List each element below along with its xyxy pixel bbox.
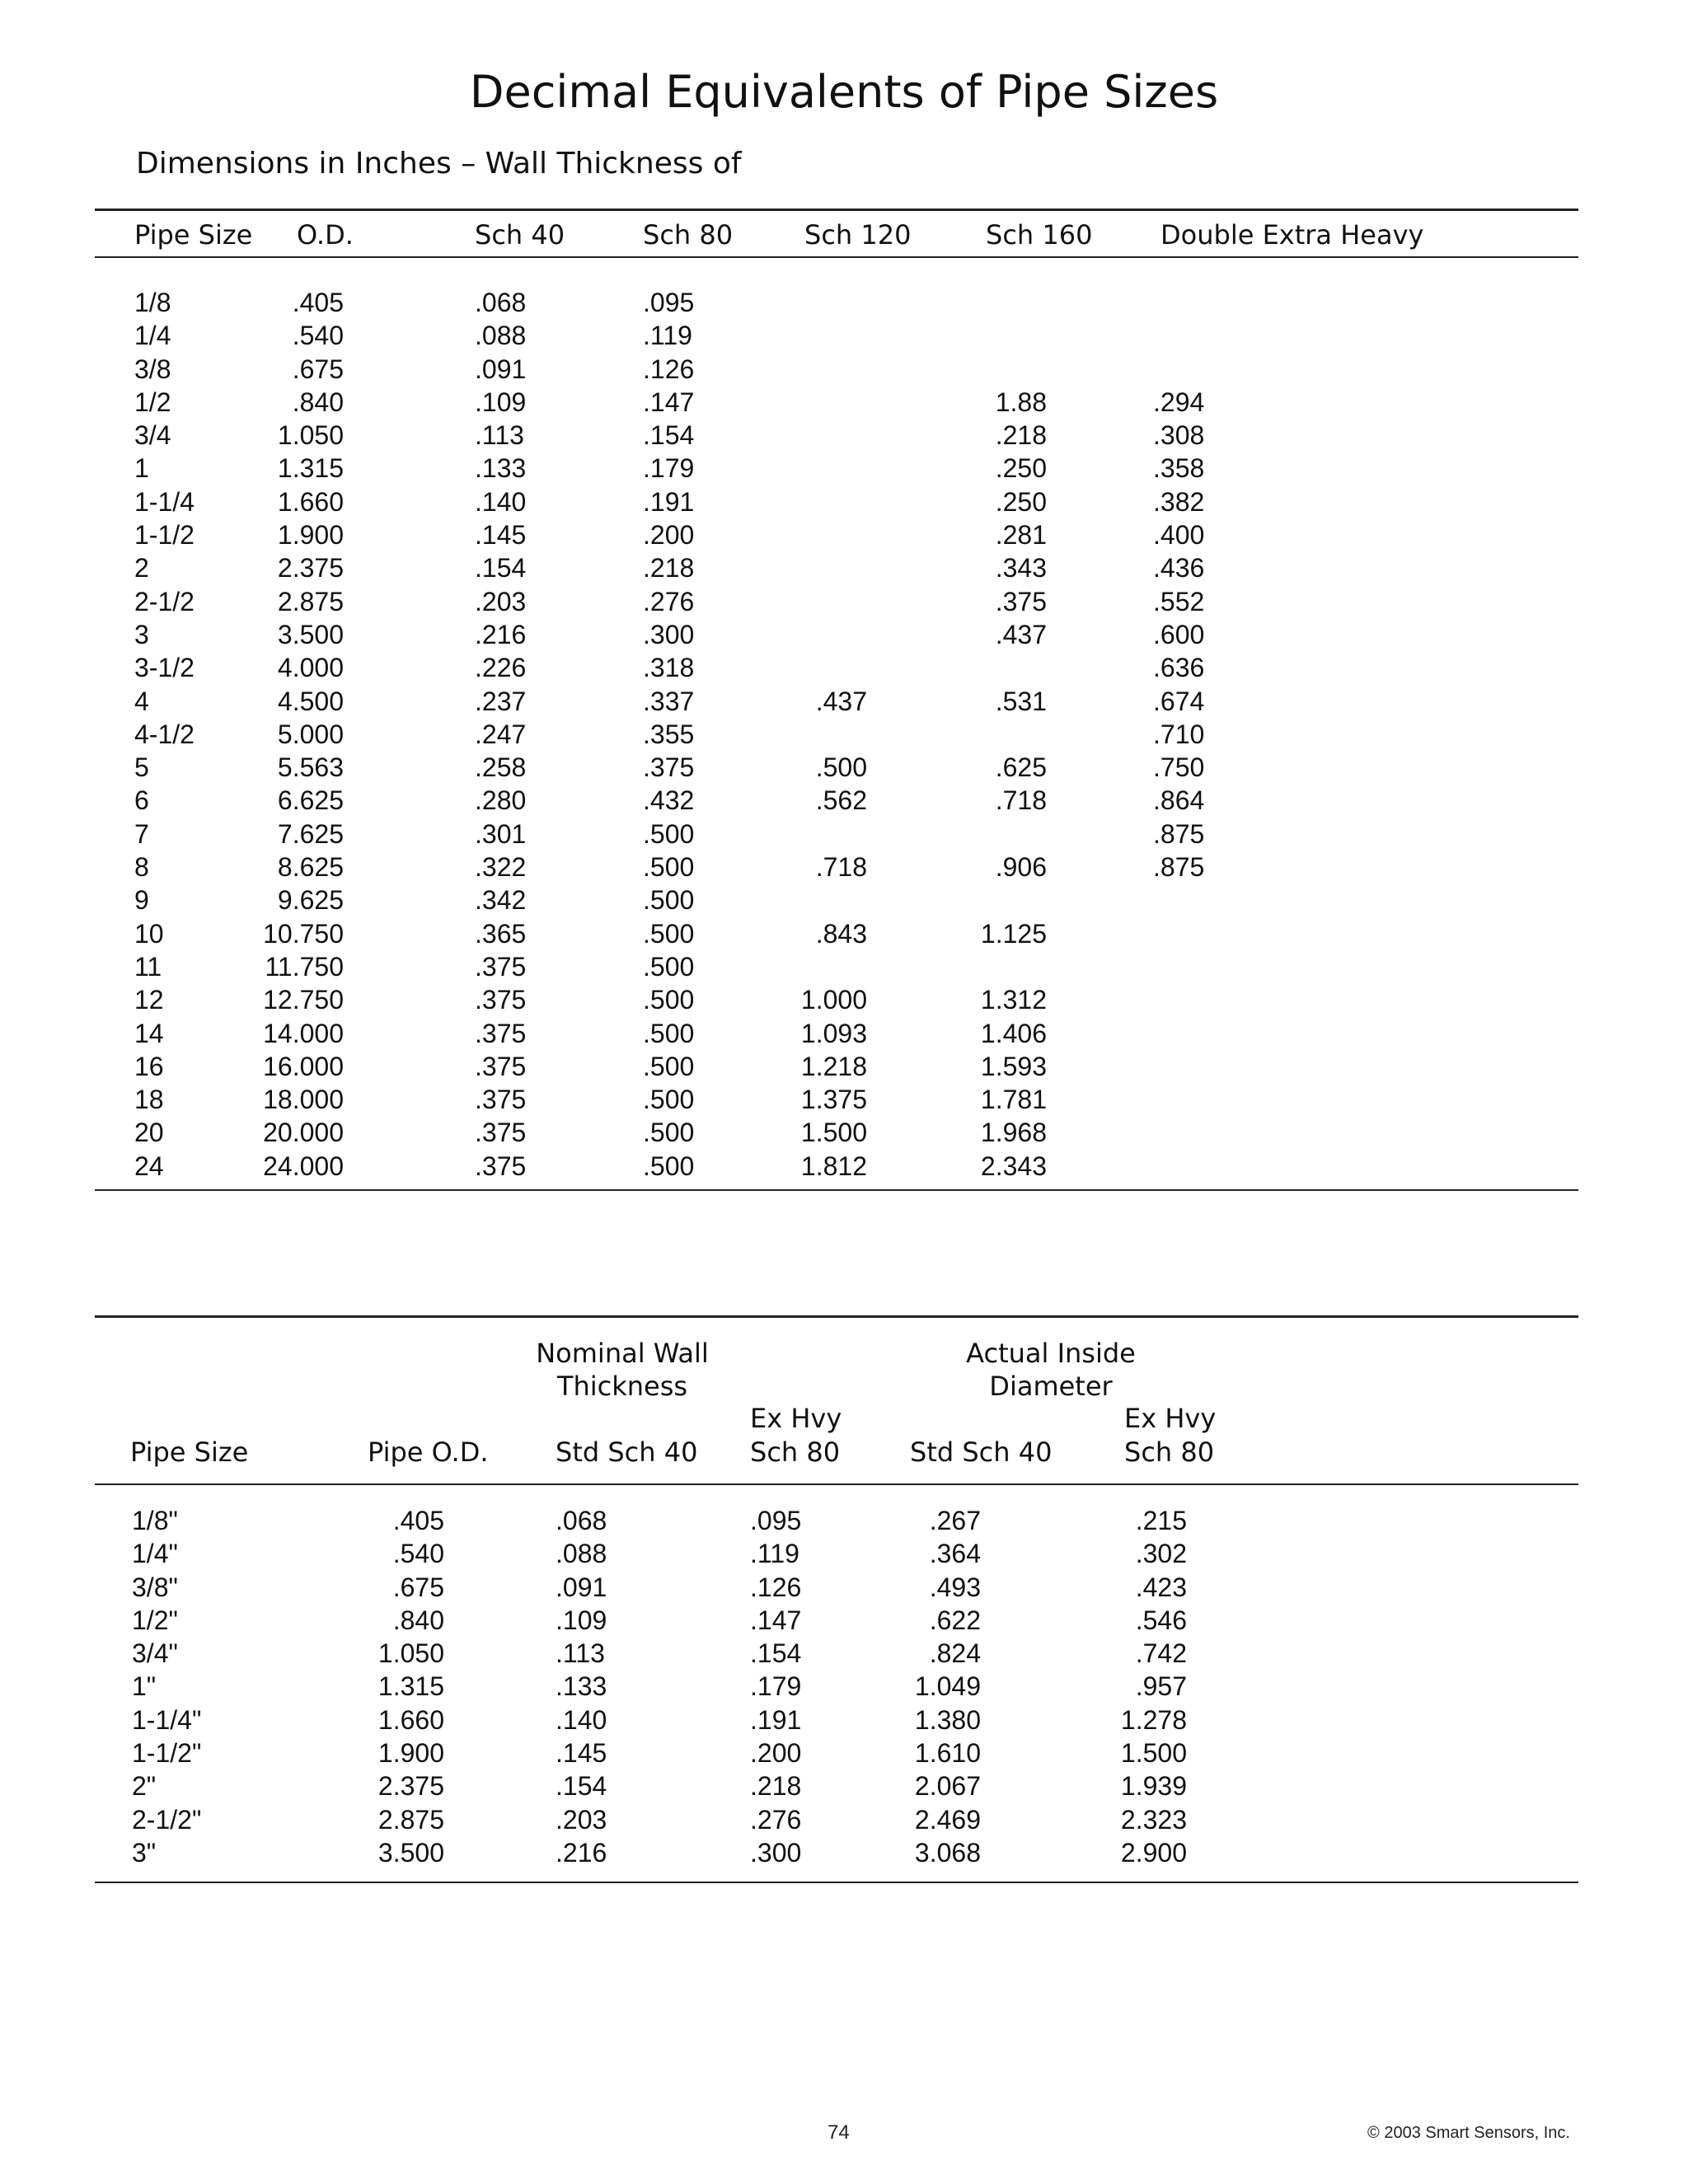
cell-sch160: .531	[995, 686, 1047, 716]
cell-nom-std-sch40: .133	[556, 1671, 607, 1702]
table-row	[0, 818, 1688, 851]
cell-sch160: 1.312	[980, 985, 1047, 1015]
table-row	[0, 319, 1688, 352]
cell-od: 16.000	[263, 1051, 344, 1081]
cell-sch160: 1.406	[980, 1018, 1047, 1048]
cell-sch80: .500	[643, 1051, 695, 1081]
cell-sch160: .625	[995, 752, 1047, 783]
cell-nom-std-sch40: .145	[556, 1738, 607, 1769]
cell-pipe-size: 7	[134, 818, 149, 849]
cell-od: 2.375	[277, 553, 344, 583]
cell-act-std-sch40: 2.067	[914, 1771, 981, 1802]
cell-pipe-size: 16	[134, 1051, 164, 1081]
cell-pipe-size: 1/8	[134, 288, 171, 317]
table-row	[0, 651, 1688, 684]
cell-od: 1.315	[277, 453, 344, 484]
cell-nom-std-sch40: .109	[556, 1605, 607, 1635]
cell-nom-std-sch40: .203	[556, 1804, 607, 1835]
cell-pipe-size: 1/2	[134, 387, 171, 417]
table-row	[0, 1504, 1688, 1537]
table1-bottom-rule	[95, 1189, 1578, 1191]
cell-double-extra-heavy: .864	[1153, 785, 1205, 816]
table-row	[0, 917, 1688, 950]
cell-sch80: .119	[643, 321, 692, 351]
table-row	[0, 1083, 1688, 1116]
table-row	[0, 784, 1688, 817]
table-row	[0, 1736, 1688, 1769]
cell-sch120: .500	[815, 752, 867, 783]
cell-sch40: .375	[475, 1018, 527, 1048]
cell-sch40: .109	[475, 387, 527, 417]
cell-nom-std-sch40: .068	[556, 1506, 607, 1535]
cell-act-std-sch40: .824	[929, 1638, 981, 1669]
cell-nom-exhvy-sch80: .218	[750, 1771, 802, 1802]
cell-sch160: 2.343	[980, 1151, 1047, 1181]
t1-header-sch80: Sch 80	[643, 219, 734, 251]
cell-sch40: .216	[475, 619, 527, 649]
table-row	[0, 1604, 1688, 1637]
cell-double-extra-heavy: .674	[1153, 686, 1205, 716]
cell-act-exhvy-sch80: 1.278	[1120, 1704, 1187, 1735]
cell-sch40: .375	[475, 1151, 527, 1181]
cell-act-std-sch40: .364	[929, 1539, 981, 1569]
cell-pipe-size: 2"	[132, 1771, 157, 1802]
cell-sch80: .375	[643, 752, 695, 783]
cell-sch80: .337	[643, 686, 695, 716]
cell-sch160: .281	[995, 520, 1047, 551]
cell-sch120: .562	[815, 785, 867, 816]
page-number: 74	[828, 2121, 850, 2144]
cell-sch40: .322	[475, 852, 527, 883]
cell-double-extra-heavy: .875	[1153, 852, 1205, 883]
cell-nom-exhvy-sch80: .119	[750, 1539, 799, 1569]
cell-act-std-sch40: 2.469	[914, 1804, 981, 1835]
cell-od: 20.000	[263, 1118, 344, 1148]
cell-sch120: 1.000	[800, 985, 867, 1015]
table2-header-rule	[95, 1483, 1578, 1485]
cell-nom-std-sch40: .154	[556, 1771, 607, 1802]
cell-od: 5.000	[277, 719, 344, 749]
cell-act-std-sch40: 1.610	[914, 1738, 981, 1769]
cell-od: 7.625	[277, 818, 344, 849]
cell-od: 18.000	[263, 1085, 344, 1115]
cell-sch80: .147	[643, 387, 695, 417]
cell-sch40: .145	[475, 520, 527, 551]
cell-sch40: .068	[475, 288, 527, 317]
cell-act-exhvy-sch80: .546	[1135, 1605, 1187, 1635]
cell-od: 24.000	[263, 1151, 344, 1181]
cell-pipe-size: 1-1/2"	[132, 1738, 202, 1769]
cell-pipe-size: 18	[134, 1085, 164, 1115]
table-row	[0, 1637, 1688, 1670]
cell-sch160: 1.968	[980, 1118, 1047, 1148]
cell-sch40: .375	[475, 985, 527, 1015]
cell-double-extra-heavy: .308	[1153, 420, 1205, 451]
cell-nom-exhvy-sch80: .276	[750, 1804, 802, 1835]
cell-nom-std-sch40: .216	[556, 1837, 607, 1868]
table-row	[0, 386, 1688, 419]
cell-od: .405	[292, 288, 344, 317]
cell-sch80: .200	[643, 520, 695, 551]
table-row	[0, 419, 1688, 452]
t2-header-act-std-sch40: Std Sch 40	[910, 1436, 1053, 1468]
t2-group-actual-line1: Actual Inside	[966, 1338, 1136, 1369]
t1-header-od: O.D.	[297, 219, 354, 251]
page-subtitle: Dimensions in Inches – Wall Thickness of	[136, 147, 742, 180]
cell-pipe-size: 2-1/2	[134, 586, 195, 616]
t1-header-double-extra-heavy: Double Extra Heavy	[1160, 219, 1424, 251]
table1-top-rule	[95, 209, 1578, 211]
cell-pipe-size: 1/8"	[132, 1506, 178, 1535]
cell-sch160: 1.88	[995, 387, 1047, 417]
table2-top-rule	[95, 1315, 1578, 1318]
table-row	[0, 1571, 1688, 1604]
cell-sch160: .250	[995, 486, 1047, 517]
cell-act-exhvy-sch80: .957	[1135, 1671, 1187, 1702]
cell-sch40: .365	[475, 918, 527, 949]
table-row	[0, 1670, 1688, 1703]
cell-pipe-od: 2.875	[377, 1804, 444, 1835]
cell-double-extra-heavy: .636	[1153, 653, 1205, 683]
cell-od: 1.050	[277, 420, 344, 451]
cell-sch40: .280	[475, 785, 527, 816]
cell-od: 9.625	[277, 885, 344, 916]
cell-sch80: .154	[643, 420, 695, 451]
cell-pipe-size: 3	[134, 619, 149, 649]
cell-sch40: .375	[475, 1118, 527, 1148]
cell-sch80: .179	[643, 453, 695, 484]
cell-sch40: .091	[475, 354, 527, 384]
table-row	[0, 1150, 1688, 1183]
cell-nom-exhvy-sch80: .179	[750, 1671, 802, 1702]
cell-sch120: 1.375	[800, 1085, 867, 1115]
cell-sch120: .843	[815, 918, 867, 949]
cell-pipe-od: 1.900	[377, 1738, 444, 1769]
cell-sch80: .300	[643, 619, 695, 649]
cell-double-extra-heavy: .294	[1153, 387, 1205, 417]
cell-sch40: .258	[475, 752, 527, 783]
cell-sch120: 1.500	[800, 1118, 867, 1148]
t1-header-sch160: Sch 160	[986, 219, 1093, 251]
cell-pipe-size: 20	[134, 1118, 164, 1148]
table-row	[0, 950, 1688, 983]
cell-pipe-od: 2.375	[377, 1771, 444, 1802]
cell-sch80: .500	[643, 818, 695, 849]
table-row	[0, 618, 1688, 651]
table-row	[0, 883, 1688, 916]
table-row	[0, 551, 1688, 584]
cell-sch120: 1.812	[800, 1151, 867, 1181]
table-row	[0, 851, 1688, 883]
cell-nom-exhvy-sch80: .200	[750, 1738, 802, 1769]
cell-od: 3.500	[277, 619, 344, 649]
table-row	[0, 1050, 1688, 1083]
cell-pipe-size: 2	[134, 553, 149, 583]
cell-act-std-sch40: .493	[929, 1572, 981, 1602]
cell-sch40: .247	[475, 719, 527, 749]
cell-pipe-size: 24	[134, 1151, 164, 1181]
t2-group-actual-line2: Diameter	[989, 1371, 1113, 1402]
cell-nom-exhvy-sch80: .300	[750, 1837, 802, 1868]
cell-pipe-size: 2-1/2"	[132, 1804, 202, 1835]
cell-nom-std-sch40: .088	[556, 1539, 607, 1569]
cell-pipe-size: 1-1/4	[134, 486, 195, 517]
cell-sch160: .250	[995, 453, 1047, 484]
cell-pipe-size: 10	[134, 918, 164, 949]
t2-header-pipe-size: Pipe Size	[130, 1436, 249, 1468]
cell-act-exhvy-sch80: .302	[1135, 1539, 1187, 1569]
cell-act-std-sch40: .267	[929, 1506, 981, 1535]
cell-act-exhvy-sch80: 1.939	[1120, 1771, 1187, 1802]
cell-sch80: .500	[643, 985, 695, 1015]
cell-pipe-od: 3.500	[377, 1837, 444, 1868]
cell-od: 5.563	[277, 752, 344, 783]
table-row	[0, 353, 1688, 386]
cell-pipe-size: 1/2"	[132, 1605, 178, 1635]
table-row	[0, 485, 1688, 518]
cell-pipe-size: 3/4"	[132, 1638, 178, 1669]
cell-sch80: .500	[643, 1085, 695, 1115]
cell-nom-std-sch40: .113	[556, 1638, 605, 1669]
cell-sch80: .276	[643, 586, 695, 616]
t2-group-nominal-line2: Thickness	[556, 1371, 688, 1402]
cell-pipe-size: 3/4	[134, 420, 171, 451]
cell-pipe-size: 1	[134, 453, 149, 484]
cell-sch160: .437	[995, 619, 1047, 649]
copyright-notice: © 2003 Smart Sensors, Inc.	[1367, 2124, 1570, 2142]
cell-double-extra-heavy: .600	[1153, 619, 1205, 649]
cell-sch80: .500	[643, 885, 695, 916]
cell-act-exhvy-sch80: .423	[1135, 1572, 1187, 1602]
cell-sch40: .375	[475, 1085, 527, 1115]
cell-sch80: .191	[643, 486, 695, 517]
table-row	[0, 983, 1688, 1016]
cell-sch160: .906	[995, 852, 1047, 883]
cell-pipe-size: 4	[134, 686, 149, 716]
cell-sch40: .140	[475, 486, 527, 517]
cell-nom-exhvy-sch80: .154	[750, 1638, 802, 1669]
table-row	[0, 751, 1688, 784]
cell-sch40: .375	[475, 951, 527, 982]
cell-act-exhvy-sch80: .215	[1135, 1506, 1187, 1535]
cell-pipe-size: 5	[134, 752, 149, 783]
cell-pipe-od: .540	[392, 1539, 444, 1569]
cell-od: 6.625	[277, 785, 344, 816]
cell-act-exhvy-sch80: 2.900	[1120, 1837, 1187, 1868]
cell-pipe-size: 1-1/4"	[132, 1704, 202, 1735]
cell-act-exhvy-sch80: 1.500	[1120, 1738, 1187, 1769]
cell-sch40: .088	[475, 321, 527, 351]
cell-od: 2.875	[277, 586, 344, 616]
cell-od: 1.900	[277, 520, 344, 551]
cell-sch80: .355	[643, 719, 695, 749]
cell-nom-exhvy-sch80: .126	[750, 1572, 802, 1602]
cell-sch160: .718	[995, 785, 1047, 816]
table-row	[0, 718, 1688, 751]
cell-nom-exhvy-sch80: .191	[750, 1704, 802, 1735]
cell-sch160: 1.593	[980, 1051, 1047, 1081]
cell-sch80: .318	[643, 653, 695, 683]
cell-nom-exhvy-sch80: .095	[750, 1506, 802, 1535]
table1-body	[0, 286, 1688, 1183]
cell-sch120: 1.218	[800, 1051, 867, 1081]
cell-pipe-od: 1.050	[377, 1638, 444, 1669]
cell-od: 12.750	[263, 985, 344, 1015]
table-row	[0, 685, 1688, 718]
cell-pipe-size: 4-1/2	[134, 719, 195, 749]
t2-header-act-exhvy-line1: Ex Hvy	[1124, 1403, 1217, 1434]
t2-header-nom-std-sch40: Std Sch 40	[556, 1436, 698, 1468]
cell-sch80: .500	[643, 1118, 695, 1148]
cell-pipe-size: 8	[134, 852, 149, 883]
cell-sch40: .113	[475, 420, 524, 451]
cell-sch80: .095	[643, 288, 695, 317]
cell-pipe-size: 14	[134, 1018, 164, 1048]
cell-sch80: .500	[643, 1151, 695, 1181]
cell-od: .675	[292, 354, 344, 384]
cell-sch40: .301	[475, 818, 527, 849]
table-row	[0, 585, 1688, 618]
cell-act-std-sch40: 1.380	[914, 1704, 981, 1735]
cell-od: 14.000	[263, 1018, 344, 1048]
cell-act-exhvy-sch80: .742	[1135, 1638, 1187, 1669]
cell-nom-std-sch40: .091	[556, 1572, 607, 1602]
t2-group-nominal-wall-thickness	[495, 1337, 750, 1403]
cell-pipe-od: .405	[392, 1506, 444, 1535]
cell-sch80: .126	[643, 354, 695, 384]
cell-sch80: .500	[643, 951, 695, 982]
cell-sch40: .342	[475, 885, 527, 916]
table-row	[0, 286, 1688, 319]
table-row	[0, 518, 1688, 551]
cell-double-extra-heavy: .875	[1153, 818, 1205, 849]
cell-pipe-size: 1"	[132, 1671, 157, 1702]
cell-pipe-size: 11	[134, 951, 162, 982]
table-row	[0, 1537, 1688, 1570]
cell-sch80: .432	[643, 785, 695, 816]
cell-od: 11.750	[265, 951, 344, 982]
cell-od: 4.000	[277, 653, 344, 683]
t2-group-nominal-line1: Nominal Wall	[536, 1338, 709, 1369]
cell-sch40: .226	[475, 653, 527, 683]
cell-nom-exhvy-sch80: .147	[750, 1605, 802, 1635]
t1-header-sch40: Sch 40	[475, 219, 565, 251]
cell-pipe-size: 1/4"	[132, 1539, 178, 1569]
cell-double-extra-heavy: .552	[1153, 586, 1205, 616]
cell-double-extra-heavy: .710	[1153, 719, 1205, 749]
table-row	[0, 452, 1688, 485]
cell-sch40: .237	[475, 686, 527, 716]
cell-pipe-size: 6	[134, 785, 149, 816]
cell-sch80: .218	[643, 553, 695, 583]
cell-pipe-od: 1.660	[377, 1704, 444, 1735]
cell-sch120: .718	[815, 852, 867, 883]
cell-sch160: .375	[995, 586, 1047, 616]
cell-pipe-size: 1/4	[134, 321, 171, 351]
cell-double-extra-heavy: .750	[1153, 752, 1205, 783]
t1-header-pipe-size: Pipe Size	[134, 219, 253, 251]
cell-od: .840	[292, 387, 344, 417]
cell-pipe-size: 12	[134, 985, 164, 1015]
table-row	[0, 1803, 1688, 1836]
table-row	[0, 1704, 1688, 1736]
table1-header-rule	[95, 256, 1578, 258]
t2-header-nom-exhvy-line2: Sch 80	[750, 1436, 841, 1468]
cell-pipe-size: 3-1/2	[134, 653, 195, 683]
cell-od: .540	[292, 321, 344, 351]
cell-sch80: .500	[643, 852, 695, 883]
cell-pipe-od: .675	[392, 1572, 444, 1602]
cell-double-extra-heavy: .436	[1153, 553, 1205, 583]
t2-header-pipe-od: Pipe O.D.	[368, 1436, 489, 1468]
cell-pipe-size: 9	[134, 885, 149, 916]
cell-sch160: 1.781	[980, 1085, 1047, 1115]
cell-sch160: .218	[995, 420, 1047, 451]
cell-od: 4.500	[277, 686, 344, 716]
table2-bottom-rule	[95, 1882, 1578, 1883]
cell-od: 10.750	[263, 918, 344, 949]
cell-sch120: 1.093	[800, 1018, 867, 1048]
table2-body	[0, 1504, 1688, 1869]
cell-sch160: .343	[995, 553, 1047, 583]
cell-act-exhvy-sch80: 2.323	[1120, 1804, 1187, 1835]
cell-pipe-size: 1-1/2	[134, 520, 195, 551]
cell-od: 1.660	[277, 486, 344, 517]
cell-sch40: .133	[475, 453, 527, 484]
cell-sch120: .437	[815, 686, 867, 716]
cell-sch80: .500	[643, 918, 695, 949]
cell-double-extra-heavy: .400	[1153, 520, 1205, 551]
cell-pipe-size: 3/8"	[132, 1572, 178, 1602]
cell-act-std-sch40: .622	[929, 1605, 981, 1635]
cell-double-extra-heavy: .358	[1153, 453, 1205, 484]
cell-pipe-size: 3"	[132, 1837, 157, 1868]
table-row	[0, 1769, 1688, 1802]
cell-double-extra-heavy: .382	[1153, 486, 1205, 517]
cell-pipe-od: .840	[392, 1605, 444, 1635]
table-row	[0, 1017, 1688, 1050]
t2-group-actual-inside-diameter	[923, 1337, 1179, 1403]
cell-od: 8.625	[277, 852, 344, 883]
table-row	[0, 1836, 1688, 1869]
page-title: Decimal Equivalents of Pipe Sizes	[469, 66, 1219, 118]
cell-pipe-size: 3/8	[134, 354, 171, 384]
cell-pipe-od: 1.315	[377, 1671, 444, 1702]
cell-sch160: 1.125	[980, 918, 1047, 949]
cell-sch40: .203	[475, 586, 527, 616]
cell-act-std-sch40: 3.068	[914, 1837, 981, 1868]
cell-sch40: .154	[475, 553, 527, 583]
cell-sch80: .500	[643, 1018, 695, 1048]
cell-act-std-sch40: 1.049	[914, 1671, 981, 1702]
t1-header-sch120: Sch 120	[804, 219, 912, 251]
cell-sch40: .375	[475, 1051, 527, 1081]
t2-header-nom-exhvy-line1: Ex Hvy	[750, 1403, 842, 1434]
cell-nom-std-sch40: .140	[556, 1704, 607, 1735]
table-row	[0, 1116, 1688, 1149]
t2-header-act-exhvy-line2: Sch 80	[1124, 1436, 1215, 1468]
